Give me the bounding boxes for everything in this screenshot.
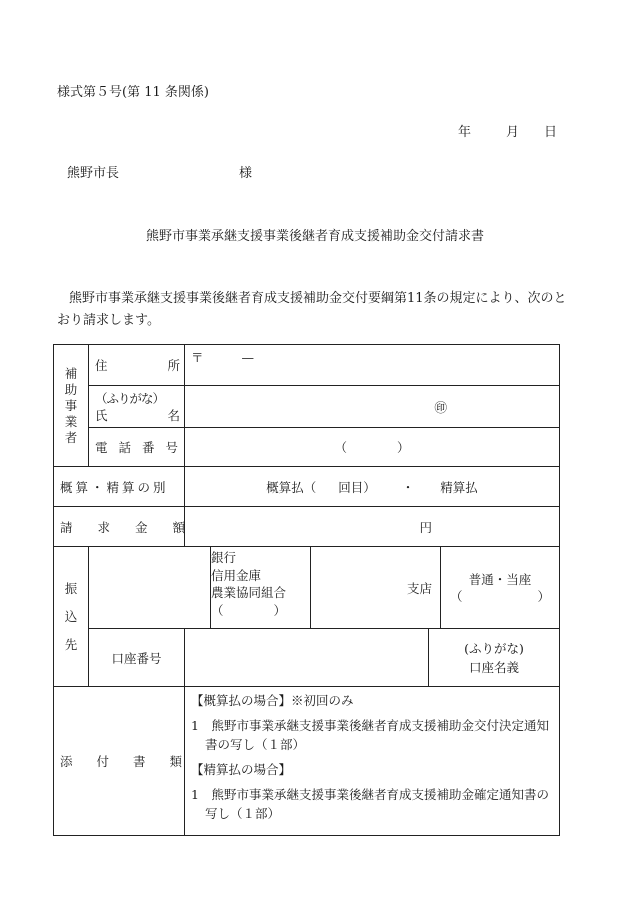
note-approx-item: 1 熊野市事業承継支援事業後継者育成支援補助金交付決定通知書の写し（１部） bbox=[191, 718, 549, 752]
bank-type-options: 銀行 信用金庫 農業協同組合 （ ） bbox=[211, 547, 311, 629]
phone-parens: （ ） bbox=[334, 440, 410, 455]
account-type-parens: （ ） bbox=[449, 588, 550, 604]
transfer-label: 振 込 先 bbox=[54, 547, 89, 687]
account-holder-label: (ふりがな) 口座名義 bbox=[429, 629, 560, 687]
amount-field[interactable] bbox=[185, 507, 560, 547]
note-approx-heading: 【概算払の場合】※初回のみ bbox=[191, 693, 354, 708]
intro-text: 熊野市事業承継支援事業後継者育成支援補助金交付要綱第11条の規定により、次のとおり請求します。 bbox=[57, 291, 567, 328]
account-number-field[interactable] bbox=[185, 629, 429, 687]
account-number-label: 口座番号 bbox=[89, 629, 185, 687]
branch-label: 支店 bbox=[406, 580, 432, 596]
addressee-suffix: 様 bbox=[239, 166, 253, 181]
name-label: （ふりがな） 氏 名 bbox=[89, 386, 185, 428]
document-title: 熊野市事業承継支援事業後継者育成支援補助金交付請求書 bbox=[145, 229, 484, 244]
form-number: 様式第５号(第 11 条関係) bbox=[57, 85, 209, 100]
note-settle-heading: 【精算払の場合】 bbox=[191, 762, 292, 777]
postal-dash: — bbox=[241, 350, 255, 365]
date-day: 日 bbox=[544, 125, 558, 140]
furigana-label: （ふりがな） bbox=[95, 390, 165, 406]
account-type-label: 普通・当座 bbox=[468, 571, 532, 587]
phone-label: 電話番号 bbox=[89, 428, 185, 467]
account-type-field[interactable] bbox=[441, 547, 560, 629]
name-field[interactable] bbox=[185, 386, 560, 428]
payment-type-label: 概算・精算の別 bbox=[54, 467, 185, 507]
note-settle-item: 1 熊野市事業承継支援事業後継者育成支援補助金確定通知書の写し（１部） bbox=[191, 787, 549, 821]
phone-field[interactable] bbox=[185, 428, 560, 467]
address-field[interactable] bbox=[185, 345, 560, 386]
attachments-label: 添付書類 bbox=[54, 687, 185, 836]
attachments-notes bbox=[185, 687, 560, 836]
addressee bbox=[67, 167, 252, 180]
addressee-mayor: 熊野市長 bbox=[67, 166, 120, 181]
date-year: 年 bbox=[458, 125, 472, 140]
amount-label: 請求金額 bbox=[54, 507, 185, 547]
date-month: 月 bbox=[506, 125, 520, 140]
bank-name-field[interactable] bbox=[89, 547, 211, 629]
date-line bbox=[458, 126, 557, 139]
payment-type-field[interactable]: 概算払（ 回目） ・ 精算払 bbox=[185, 467, 560, 507]
branch-field[interactable] bbox=[311, 547, 441, 629]
seal-mark: ㊞ bbox=[434, 399, 447, 415]
request-form-table bbox=[53, 344, 560, 836]
address-label: 住 所 bbox=[89, 345, 185, 386]
amount-unit: 円 bbox=[419, 519, 432, 535]
postal-mark: 〒 bbox=[191, 350, 204, 365]
applicant-label: 補 助 事 業 者 bbox=[54, 345, 89, 467]
